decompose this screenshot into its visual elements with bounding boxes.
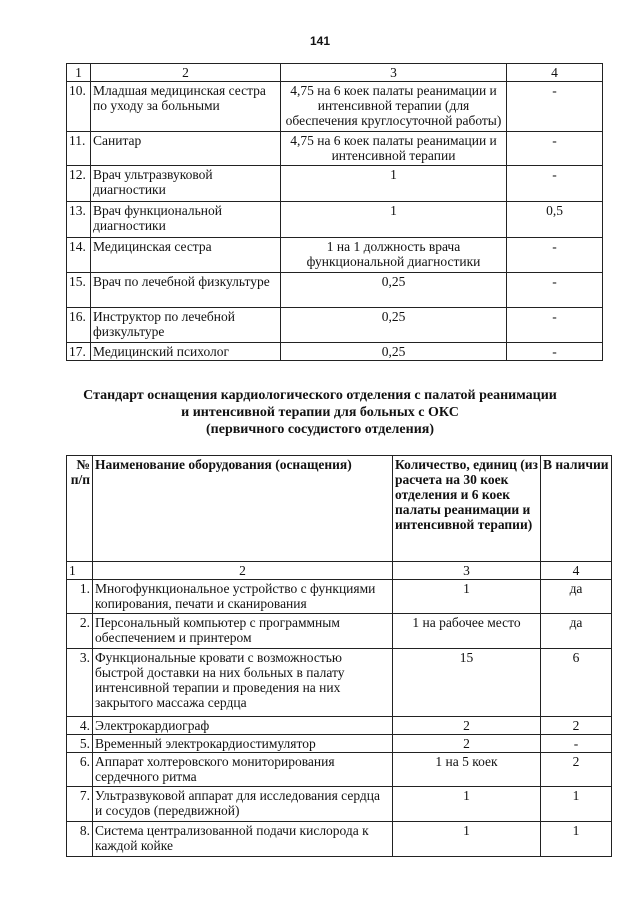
table-row xyxy=(67,614,612,649)
index-cell: 4 xyxy=(507,64,603,82)
staff-norm: 0,25 xyxy=(281,273,507,308)
table-row xyxy=(67,308,603,343)
position-name: Медицинская сестра xyxy=(91,238,281,273)
staff-extra: - xyxy=(507,132,603,166)
table-row xyxy=(67,787,612,822)
page-number: 141 xyxy=(309,34,331,48)
equipment-qty: 1 на рабочее место xyxy=(393,614,541,649)
staff-norm: 4,75 на 6 коек палаты реанимации и интенсивной терапии xyxy=(281,132,507,166)
table-row xyxy=(67,822,612,857)
equipment-table xyxy=(66,455,612,857)
staff-norm: 1 xyxy=(281,166,507,202)
staff-norm: 0,25 xyxy=(281,308,507,343)
equipment-avail: - xyxy=(541,735,612,753)
position-name: Врач функциональной диагностики xyxy=(91,202,281,238)
row-number: 16. xyxy=(67,308,91,343)
equipment-name: Многофункциональное устройство с функциями копирования, печати и сканирования xyxy=(93,580,393,614)
equipment-name: Электрокардиограф xyxy=(93,717,393,735)
section-title-line: (первичного сосудистого отделения) xyxy=(206,422,434,437)
position-name: Санитар xyxy=(91,132,281,166)
equipment-qty: 1 xyxy=(393,787,541,822)
row-number: 11. xyxy=(67,132,91,166)
row-number: 14. xyxy=(67,238,91,273)
staff-table-index-row xyxy=(67,64,603,82)
col-header-num: № п/п xyxy=(67,456,93,562)
equipment-avail: 2 xyxy=(541,717,612,735)
equipment-qty: 15 xyxy=(393,649,541,717)
staff-table xyxy=(66,63,603,361)
equipment-qty: 1 xyxy=(393,580,541,614)
row-number: 8. xyxy=(67,822,93,857)
staff-extra: - xyxy=(507,343,603,361)
staff-norm: 4,75 на 6 коек палаты реанимации и интенсивной терапии (для обеспечения круглосуточной работы) xyxy=(281,82,507,132)
equipment-name: Временный электрокардиостимулятор xyxy=(93,735,393,753)
row-number: 7. xyxy=(67,787,93,822)
staff-extra: - xyxy=(507,273,603,308)
row-number: 15. xyxy=(67,273,91,308)
row-number: 12. xyxy=(67,166,91,202)
table-row xyxy=(67,649,612,717)
index-cell: 1 xyxy=(67,562,93,580)
table-row xyxy=(67,343,603,361)
section-title-line: Стандарт оснащения кардиологического отделения с палатой реанимации xyxy=(83,388,557,403)
position-name: Инструктор по лечебной физкультуре xyxy=(91,308,281,343)
equipment-name: Ультразвуковой аппарат для исследования сердца и сосудов (передвижной) xyxy=(93,787,393,822)
staff-extra: - xyxy=(507,238,603,273)
table-row xyxy=(67,238,603,273)
equipment-name: Функциональные кровати с возможностью быстрой доставки на них больных в палату интенсивной терапии и проведения на них закрытого массажа сердца xyxy=(93,649,393,717)
table-row xyxy=(67,735,612,753)
equipment-avail: да xyxy=(541,614,612,649)
table-row xyxy=(67,82,603,132)
section-title xyxy=(0,387,640,438)
table-row xyxy=(67,132,603,166)
table-row xyxy=(67,202,603,238)
row-number: 13. xyxy=(67,202,91,238)
staff-extra: - xyxy=(507,82,603,132)
row-number: 6. xyxy=(67,753,93,787)
staff-extra: - xyxy=(507,166,603,202)
index-cell: 3 xyxy=(393,562,541,580)
staff-norm: 0,25 xyxy=(281,343,507,361)
equipment-index-row xyxy=(67,562,612,580)
position-name: Младшая медицинская сестра по уходу за больными xyxy=(91,82,281,132)
equipment-avail: 6 xyxy=(541,649,612,717)
equipment-table-header xyxy=(67,456,612,562)
row-number: 10. xyxy=(67,82,91,132)
equipment-qty: 2 xyxy=(393,717,541,735)
table-row xyxy=(67,580,612,614)
equipment-avail: 2 xyxy=(541,753,612,787)
row-number: 5. xyxy=(67,735,93,753)
index-cell: 2 xyxy=(93,562,393,580)
equipment-name: Аппарат холтеровского мониторирования сердечного ритма xyxy=(93,753,393,787)
index-cell: 3 xyxy=(281,64,507,82)
equipment-qty: 2 xyxy=(393,735,541,753)
index-cell: 2 xyxy=(91,64,281,82)
row-number: 17. xyxy=(67,343,91,361)
position-name: Врач по лечебной физкультуре xyxy=(91,273,281,308)
table-row xyxy=(67,753,612,787)
equipment-avail: 1 xyxy=(541,787,612,822)
row-number: 2. xyxy=(67,614,93,649)
index-cell: 4 xyxy=(541,562,612,580)
index-cell: 1 xyxy=(67,64,91,82)
section-title-line: и интенсивной терапии для больных с ОКС xyxy=(181,405,459,420)
equipment-qty: 1 xyxy=(393,822,541,857)
col-header-name: Наименование оборудования (оснащения) xyxy=(93,456,393,562)
table-row xyxy=(67,273,603,308)
staff-norm: 1 xyxy=(281,202,507,238)
equipment-name: Система централизованной подачи кислорода к каждой койке xyxy=(93,822,393,857)
table-row xyxy=(67,166,603,202)
equipment-qty: 1 на 5 коек xyxy=(393,753,541,787)
col-header-qty: Количество, единиц (из расчета на 30 коек отделения и 6 коек палаты реанимации и интенсивной терапии) xyxy=(393,456,541,562)
position-name: Медицинский психолог xyxy=(91,343,281,361)
row-number: 1. xyxy=(67,580,93,614)
staff-extra: 0,5 xyxy=(507,202,603,238)
equipment-avail: 1 xyxy=(541,822,612,857)
row-number: 3. xyxy=(67,649,93,717)
equipment-avail: да xyxy=(541,580,612,614)
position-name: Врач ультразвуковой диагностики xyxy=(91,166,281,202)
col-header-avail: В наличии xyxy=(541,456,612,562)
staff-norm: 1 на 1 должность врача функциональной диагностики xyxy=(281,238,507,273)
equipment-name: Персональный компьютер с программным обеспечением и принтером xyxy=(93,614,393,649)
table-row xyxy=(67,717,612,735)
staff-extra: - xyxy=(507,308,603,343)
row-number: 4. xyxy=(67,717,93,735)
